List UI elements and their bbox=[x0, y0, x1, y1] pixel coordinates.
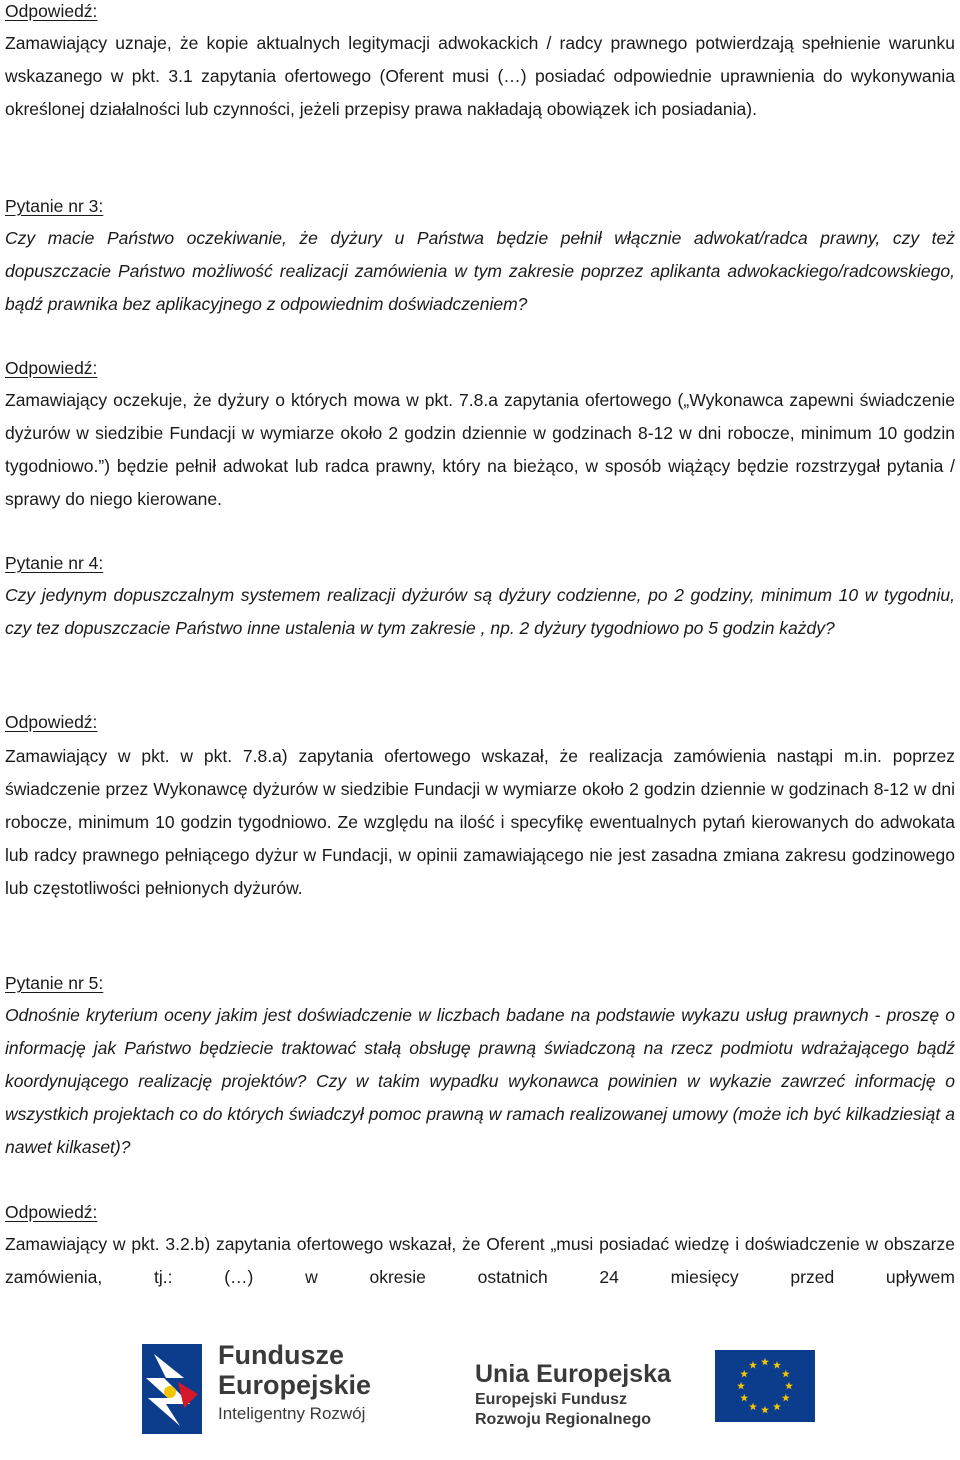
question-3-heading: Pytanie nr 3: bbox=[5, 196, 104, 216]
fe-logo-yellow-dot bbox=[164, 1386, 176, 1398]
fundusze-europejskie-logo bbox=[140, 1340, 430, 1440]
answer-5-heading: Odpowiedź: bbox=[5, 1202, 98, 1222]
answer-3-heading: Odpowiedź: bbox=[5, 358, 98, 378]
question-4-heading: Pytanie nr 4: bbox=[5, 553, 104, 573]
ue-logo-line3: Rozwoju Regionalnego bbox=[475, 1411, 651, 1428]
answer-4-heading: Odpowiedź: bbox=[5, 712, 98, 732]
question-5-text: Odnośnie kryterium oceny jakim jest doświadczenie w liczbach badane na podstawie wykazu usług prawnych - proszę o informację jak Państwo będziecie traktować stałą obsługę prawną świadczoną na rzecz podmiotu wdrażającego bądź koordynującego realizację projektów? Czy w takim wypadku wykonawca powinien w wykazie zawrzeć informację o wszystkich projektach co do których świadczył pomoc prawną w ramach realizowanej umowy (może ich być kilkadziesiąt a nawet kilkaset)? bbox=[5, 1005, 955, 1157]
unia-europejska-logo bbox=[475, 1340, 820, 1440]
fe-logo-line2: Europejskie bbox=[218, 1370, 372, 1400]
answer-3-text: Zamawiający oczekuje, że dyżury o których mowa w pkt. 7.8.a zapytania ofertowego („Wykonawca zapewni świadczenie dyżurów w siedzibie Fundacji w wymiarze około 2 godzin dziennie w godzinach 8-12 w dni robocze, minimum 10 godzin tygodniowo.”) będzie pełnił adwokat lub radca prawny, który na bieżąco, w sposób wiążący będzie rozstrzygał pytania / sprawy do niego kierowane. bbox=[5, 390, 955, 509]
answer-1-text: Zamawiający uznaje, że kopie aktualnych legitymacji adwokackich / radcy prawnego potwierdzają spełnienie warunku wskazanego w pkt. 3.1 zapytania ofertowego (Oferent musi (…) posiadać odpowiednie uprawnienia do wykonywania określonej działalności lub czynności, jeżeli przepisy prawa nakładają obowiązek ich posiadania). bbox=[5, 33, 955, 119]
answer-4-text: Zamawiający w pkt. w pkt. 7.8.a) zapytania ofertowego wskazał, że realizacja zamówienia nastąpi m.in. poprzez świadczenie przez Wykonawcę dyżurów w siedzibie Fundacji w wymiarze około 2 godzin dziennie w godzinach 8-12 w dni robocze, minimum 10 godzin tygodniowo. Ze względu na ilość i specyfikę ewentualnych pytań kierowanych do adwokata lub radcy prawnego pełniącego dyżur w Fundacji, w opinii zamawiającego nie jest zasadna zmiana zakresu godzinowego lub częstotliwości pełnionych dyżurów. bbox=[5, 746, 955, 898]
fe-logo-line3: Inteligentny Rozwój bbox=[218, 1404, 366, 1423]
question-5-heading: Pytanie nr 5: bbox=[5, 973, 104, 993]
question-4-text: Czy jedynym dopuszczalnym systemem realizacji dyżurów są dyżury codzienne, po 2 godziny, minimum 10 w tygodniu, czy tez dopuszczacie Państwo inne ustalenia w tym zakresie , np. 2 dyżury tygodniowo po 5 godzin każdy? bbox=[5, 585, 955, 638]
answer-1-heading: Odpowiedź: bbox=[5, 1, 98, 21]
question-3-text: Czy macie Państwo oczekiwanie, że dyżury u Państwa będzie pełnił włącznie adwokat/radca prawny, czy też dopuszczacie Państwo możliwość realizacji zamówienia w tym zakresie poprzez aplikanta adwokackiego/radcowskiego, bądź prawnika bez aplikacyjnego z odpowiednim doświadczeniem? bbox=[5, 228, 955, 314]
ue-logo-line2: Europejski Fundusz bbox=[475, 1391, 628, 1408]
fe-star-icon bbox=[140, 1342, 210, 1437]
ue-logo-line1: Unia Europejska bbox=[475, 1360, 671, 1388]
answer-5-text: Zamawiający w pkt. 3.2.b) zapytania ofertowego wskazał, że Oferent „musi posiadać wiedzę i doświadczenie w obszarze zamówienia, tj.: (…) w okresie ostatnich 24 miesięcy przed upływem bbox=[5, 1234, 955, 1287]
fe-logo-line1: Fundusze bbox=[218, 1340, 344, 1370]
eu-flag-icon bbox=[715, 1350, 815, 1422]
